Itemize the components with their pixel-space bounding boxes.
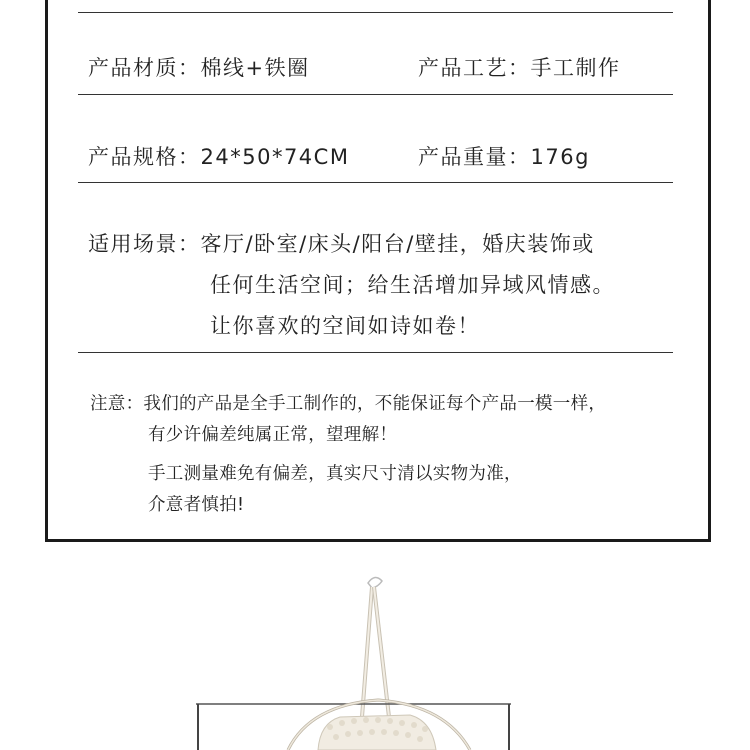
spec-frame <box>45 0 711 542</box>
product-photo <box>0 555 750 750</box>
scene-text-line2: 任何生活空间；给生活增加异域风情感。 <box>210 273 615 297</box>
notice-line1: 注意：我们的产品是全手工制作的，不能保证每个产品一模一样， <box>90 394 607 414</box>
scene-text-line1: 适用场景：客厅/卧室/床头/阳台/壁挂，婚庆装饰或 <box>88 232 595 256</box>
divider <box>78 12 673 13</box>
divider <box>78 94 673 95</box>
scene-text-line3: 让你喜欢的空间如诗如卷！ <box>210 314 480 338</box>
size-text: 产品规格：24*50*74CM <box>88 145 350 169</box>
notice-line2: 有少许偏差纯属正常，望理解！ <box>148 425 398 445</box>
material-text: 产品材质：棉线+铁圈 <box>88 56 310 80</box>
divider <box>78 352 673 353</box>
craft-text: 产品工艺：手工制作 <box>418 56 621 80</box>
notice-line3: 手工测量难免有偏差，真实尺寸清以实物为准， <box>148 464 522 484</box>
divider <box>78 182 673 183</box>
weight-text: 产品重量：176g <box>418 145 590 169</box>
notice-line4: 介意者慎拍! <box>148 495 245 515</box>
macrame-wall-hanging <box>196 577 511 750</box>
